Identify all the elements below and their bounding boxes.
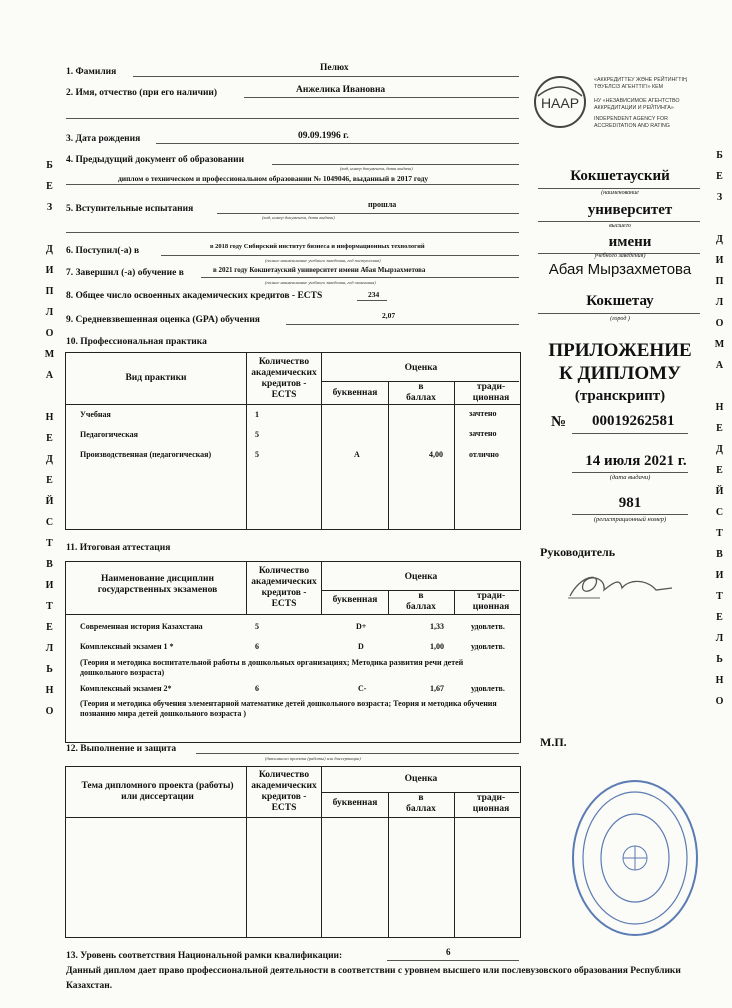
final-row-letter: D (358, 642, 364, 651)
entrance-label: 5. Вступительные испытания (66, 204, 194, 214)
gpa-label: 9. Средневзвешенная оценка (GPA) обучения (66, 315, 260, 325)
thesis-section-label: 12. Выполнение и защита (66, 744, 177, 754)
thesis-hdr-trad: тради-ционная (472, 793, 510, 814)
final-row-name: Комплексный экзамен 2* (80, 684, 172, 693)
stamp-label: М.П. (540, 735, 567, 749)
final-row-note: (Теория и методика воспитательной работы в дошкольных организациях; Методика развития речи детей дошкольного возраста) (80, 658, 464, 677)
practice-row-name: Учебная (80, 410, 111, 419)
surname-value: Пелюх (320, 63, 349, 73)
final-hdr-grade: Оценка (404, 572, 438, 582)
finished-value: в 2021 году Кокшетауский университет имени Абая Мырзахметова (213, 266, 426, 274)
gpa-value: 2,07 (382, 311, 396, 320)
final-hdr-points: в баллах (406, 591, 436, 612)
final-row-name: Современная история Казахстана (80, 622, 203, 631)
final-row-letter: D+ (356, 622, 367, 631)
doc-title-2: К ДИПЛОМУ (559, 363, 681, 384)
final-row-note: (Теория и методика обучения элементарной математике детей дошкольного возраста; Теория и методика обучения познанию мира детей дошкольного возраста ) (80, 699, 497, 718)
practice-row-letter: A (354, 450, 360, 459)
practice-row-name: Производственная (педагогическая) (80, 450, 212, 459)
surname-label: 1. Фамилия (66, 67, 117, 77)
inst-hint2: высшего (609, 223, 631, 229)
practice-row-name: Педагогическая (80, 430, 138, 439)
credits-value: 234 (368, 290, 380, 299)
entrance-hint: (вид, номер документа, дата выдачи) (262, 215, 335, 220)
name-label: 2. Имя, отчество (при его наличии) (66, 88, 218, 98)
practice-row-points: 4,00 (429, 450, 443, 459)
final-hdr-trad: тради-ционная (472, 591, 510, 612)
practice-hdr-name: Вид практики (125, 373, 187, 383)
final-hdr-letter: буквенная (332, 595, 378, 605)
final-row-letter: C- (358, 684, 367, 693)
doc-title-3: (транскрипт) (574, 388, 666, 404)
final-row-trad: удовлетв. (471, 684, 505, 693)
admitted-value: в 2018 году Сибирский институт бизнеса и информационных технологий (210, 243, 425, 250)
number-sign: № (551, 414, 567, 430)
rights-text: Данный диплом дает право профессиональной деятельности в соответствии с уровнем высшего или послевузовского образования Республики Казахстан. (66, 966, 681, 991)
side-text-right: БЕЗ ДИПЛОМА НЕДЕЙСТВИТЕЛЬНО (714, 150, 725, 717)
logo-text: НААР (540, 95, 580, 111)
practice-row-credits: 5 (255, 450, 259, 459)
prev-doc-value: диплом о техническом и профессиональном образовании № 1049046, выданный в 2017 году (118, 174, 429, 183)
final-row-credits: 6 (255, 642, 259, 651)
inst-line4: Абая Мырзахметова (548, 261, 692, 278)
issue-date-hint: (дата выдачи) (609, 474, 651, 481)
practice-hdr-credits: Количество академических кредитов - ECTS (251, 357, 317, 400)
prev-doc-hint: (вид, номер документа, дата выдачи) (340, 166, 413, 171)
practice-row-trad: отлично (469, 450, 499, 459)
agency-kz: «АККРЕДИТТЕУ ЖӘНЕ РЕЙТИНГТІҢ ТӘУЕЛСІЗ АГЕНТТІГІ» КЕМ (594, 77, 687, 90)
signature (560, 568, 680, 604)
finished-hint: (полное наименование учебного заведения, год окончания) (265, 280, 376, 285)
level-value: 6 (446, 947, 451, 957)
city: Кокшетау (586, 293, 654, 309)
city-hint: (город ) (610, 316, 630, 322)
inst-line3: имени (608, 234, 652, 250)
final-row-credits: 5 (255, 622, 259, 631)
document-number: 00019262581 (592, 413, 675, 429)
dob-label: 3. Дата рождения (66, 134, 141, 144)
practice-hdr-trad: тради-ционная (472, 382, 510, 403)
issue-date: 14 июля 2021 г. (585, 453, 687, 469)
final-hdr-name: Наименование дисциплин государственных экзаменов (97, 574, 218, 595)
thesis-hint: (дипломного проекта (работы) или диссертации) (265, 756, 361, 761)
thesis-hdr-grade: Оценка (404, 774, 438, 784)
naar-logo (532, 74, 588, 130)
practice-hdr-points: в баллах (406, 382, 436, 403)
inst-line1: Кокшетауский (570, 168, 670, 184)
practice-row-trad: зачтено (469, 409, 497, 418)
practice-table (65, 352, 521, 530)
thesis-hdr-name: Тема дипломного проекта (работы) или диссертации (81, 781, 234, 802)
final-row-points: 1,33 (430, 622, 444, 631)
admitted-label: 6. Поступил(-а) в (66, 246, 140, 256)
final-row-points: 1,67 (430, 684, 444, 693)
entrance-value: прошла (368, 200, 397, 209)
final-row-trad: удовлетв. (471, 622, 505, 631)
admitted-hint: (полное наименование учебного заведения, год поступления) (265, 258, 381, 263)
reg-number: 981 (618, 495, 642, 511)
practice-row-credits: 5 (255, 430, 259, 439)
inst-line2: университет (587, 202, 673, 218)
inst-hint3: учебного заведения) (594, 253, 646, 259)
finished-label: 7. Завершил (-а) обучение в (66, 268, 184, 278)
agency-ru: НУ «НЕЗАВИСИМОЕ АГЕНТСТВО АККРЕДИТАЦИИ И РЕЙТИНГА» (594, 98, 680, 111)
final-row-name: Комплексный экзамен 1 * (80, 642, 174, 651)
final-row-points: 1,00 (430, 642, 444, 651)
thesis-table (65, 766, 521, 938)
final-exam-table (65, 561, 521, 743)
final-exam-section-label: 11. Итоговая аттестация (66, 543, 171, 553)
agency-en: INDEPENDENT AGENCY FOR ACCREDITATION AND RATING (594, 116, 670, 129)
thesis-hdr-credits: Количество академических кредитов - ECTS (251, 770, 317, 813)
name-value: Анжелика Ивановна (296, 85, 386, 95)
practice-hdr-letter: буквенная (332, 388, 378, 398)
practice-hdr-grade: Оценка (404, 363, 438, 373)
head-label: Руководитель (540, 545, 616, 559)
dob-value: 09.09.1996 г. (298, 131, 349, 141)
level-label: 13. Уровень соответствия Национальной рамки квалификации: (66, 951, 343, 961)
university-seal (570, 778, 700, 938)
final-row-credits: 6 (255, 684, 259, 693)
thesis-hdr-points: в баллах (406, 793, 436, 814)
practice-row-trad: зачтено (469, 429, 497, 438)
thesis-hdr-letter: буквенная (332, 798, 378, 808)
final-hdr-credits: Количество академических кредитов - ECTS (251, 566, 317, 609)
prev-doc-label: 4. Предыдущий документ об образовании (66, 155, 245, 165)
practice-section-label: 10. Профессиональная практика (66, 337, 207, 347)
reg-number-hint: (регистрационный номер) (593, 516, 667, 523)
inst-hint1: (наименование (601, 190, 639, 196)
doc-title-1: ПРИЛОЖЕНИЕ (548, 340, 692, 361)
side-text-left: БЕЗ ДИПЛОМА НЕДЕЙСТВИТЕЛЬНО (44, 160, 55, 727)
practice-row-credits: 1 (255, 410, 259, 419)
credits-label: 8. Общее число освоенных академических кредитов - ECTS (66, 291, 323, 301)
final-row-trad: удовлетв. (471, 642, 505, 651)
